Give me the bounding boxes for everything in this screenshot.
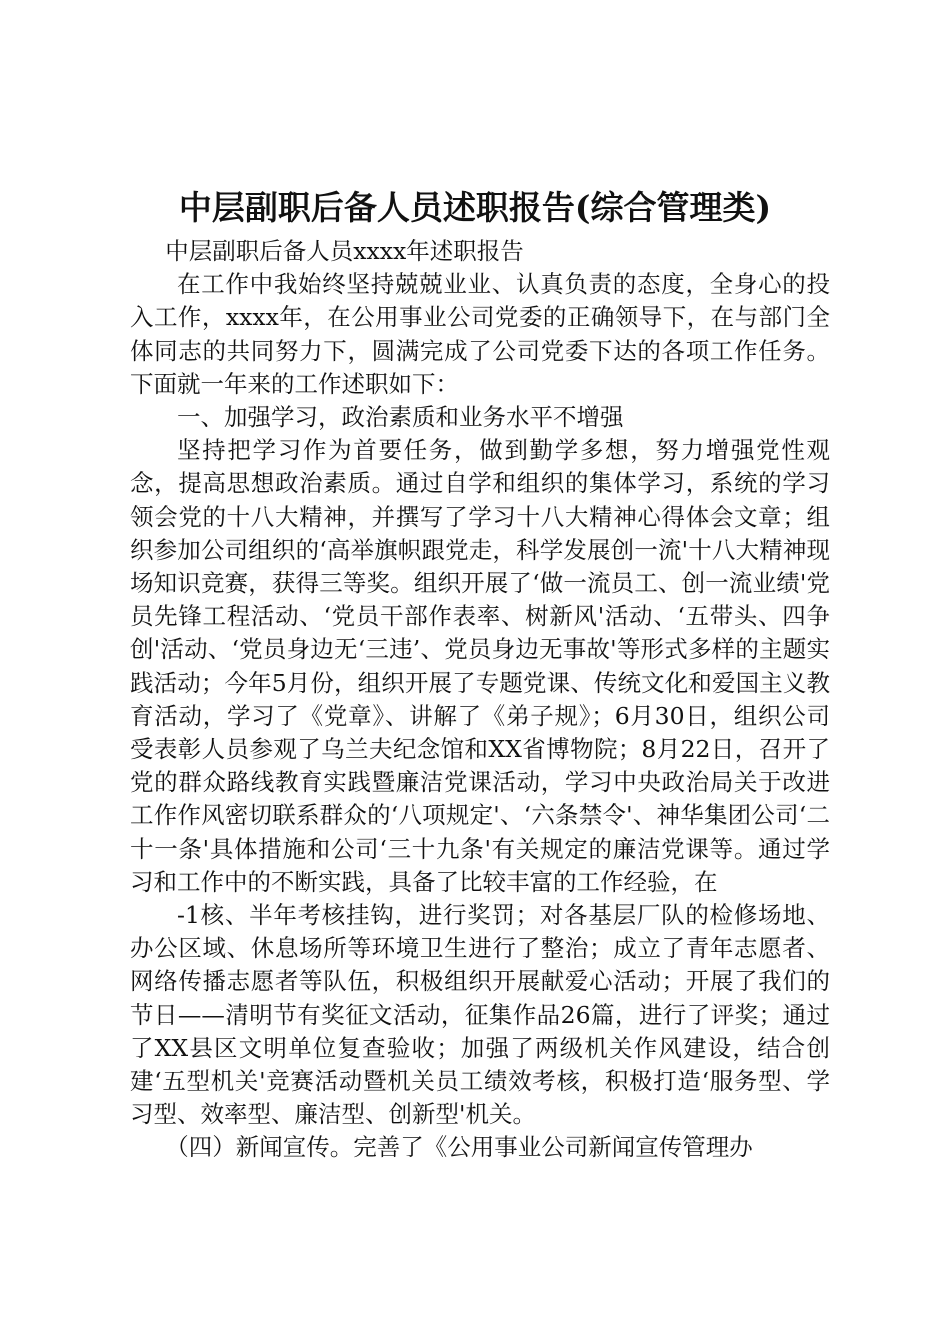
section-heading-1: 一、加强学习，政治素质和业务水平不增强 [177,403,624,432]
continuation-paragraph: -1核、半年考核挂钩，进行奖罚；对各基层厂队的检修场地、办公区域、休息场所等环境卫生进行了整治；成立了青年志愿者、网络传播志愿者等队伍，积极组织开展献爱心活动；开展了我们的节日——清明节有奖征文活动，征集作品26篇，进行了评奖；通过了XX县区文明单位复查验收；加强了两级机关作风建设，结合创建‘五型机关'竞赛活动暨机关员工绩效考核，积极打造‘服务型、学习型、效率型、廉洁型、创新型'机关。 [130,901,830,1129]
report-subtitle: 中层副职后备人员xxxx年述职报告 [165,237,524,265]
intro-paragraph: 在工作中我始终坚持兢兢业业、认真负责的态度，全身心的投入工作，xxxx年，在公用事业公司党委的正确领导下，在与部门全体同志的共同努力下，圆满完成了公司党委下达的各项工作任务。下面就一年来的工作述职如下： [130,270,830,398]
document-body [130,235,830,1165]
news-paragraph: （四）新闻宣传。完善了《公用事业公司新闻宣传管理办 [165,1133,753,1162]
study-paragraph: 坚持把学习作为首要任务，做到勤学多想，努力增强党性观念，提高思想政治素质。通过自学和组织的集体学习，系统的学习领会党的十八大精神，并撰写了学习十八大精神心得体会文章；组织参加公司组织的‘高举旗帜跟党走，科学发展创一流'十八大精神现场知识竞赛，获得三等奖。组织开展了‘做一流员工、创一流业绩'党员先锋工程活动、‘党员干部作表率、树新风'活动、‘五带头、四争创'活动、‘党员身边无‘三违’、党员身边无事故'等形式多样的主题实践活动；今年5月份，组织开展了专题党课、传统文化和爱国主义教育活动，学习了《党章》、讲解了《弟子规》；6月30日，组织公司受表彰人员参观了乌兰夫纪念馆和XX省博物院；8月22日，召开了党的群众路线教育实践暨廉洁党课活动，学习中央政治局关于改进工作作风密切联系群众的‘八项规定'、‘六条禁令'、神华集团公司‘二十一条'具体措施和公司‘三十九条'有关规定的廉洁党课等。通过学习和工作中的不断实践，具备了比较丰富的工作经验，在 [130,436,830,896]
document-title: 中层副职后备人员述职报告(综合管理类) [178,188,772,227]
